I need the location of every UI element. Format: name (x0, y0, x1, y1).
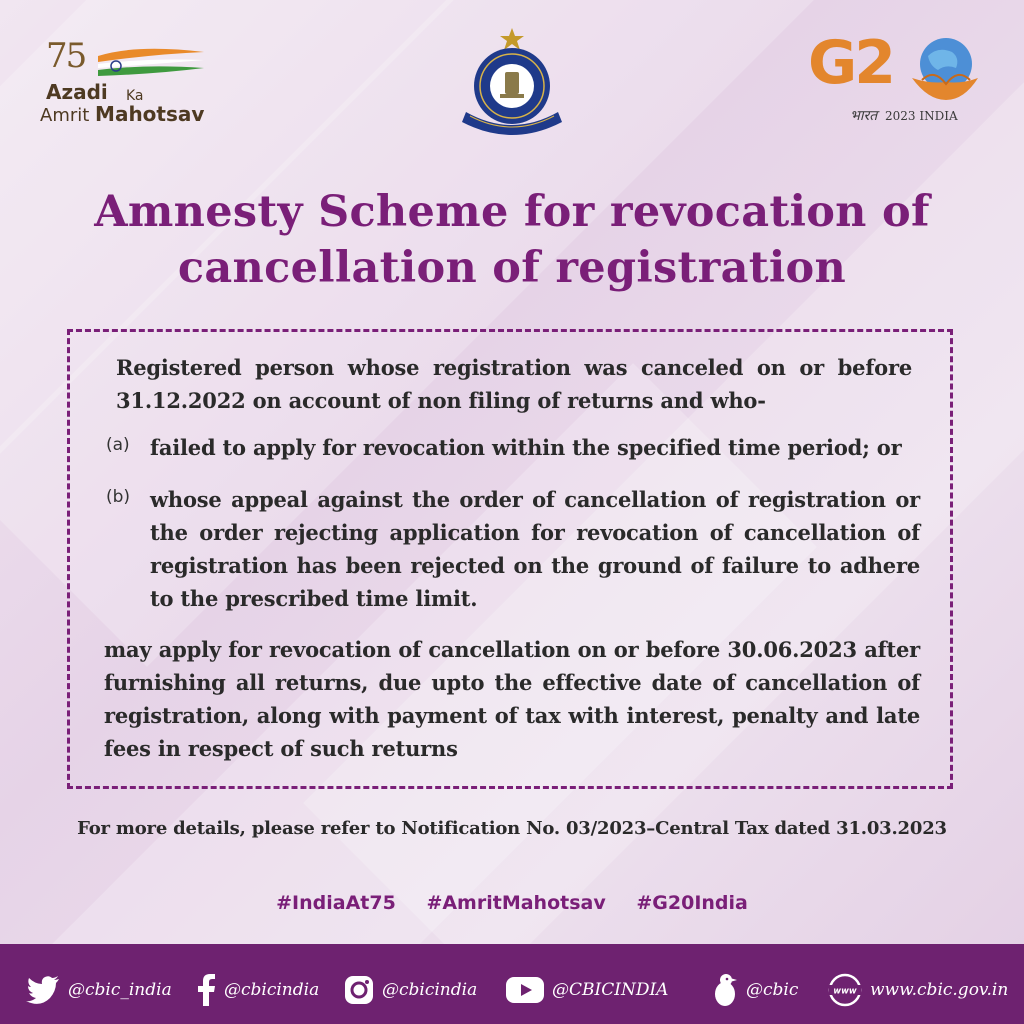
hashtags (0, 892, 1024, 914)
item-b-text: whose appeal against the order of cancellation of registration or the order rejecting application for revocation of cancellation of registration has been rejected on the ground of failure to adhere to the prescribed time limit. (150, 487, 920, 611)
mahotsav-text: Mahotsav (95, 102, 205, 126)
social-website[interactable] (828, 972, 1008, 1008)
facebook-icon (196, 974, 216, 1006)
item-a-text: failed to apply for revocation within the specified time period; or (150, 435, 902, 460)
year-india-text: 2023 INDIA (885, 109, 958, 123)
item-b-label: (b) (106, 487, 131, 507)
koo-icon (712, 972, 738, 1008)
koo-handle: @cbic (746, 980, 799, 1000)
twitter-handle: @cbic_india (68, 980, 172, 1000)
social-bar (0, 944, 1024, 1024)
instagram-icon (344, 975, 374, 1005)
social-instagram[interactable] (344, 972, 477, 1008)
instagram-handle: @cbicindia (382, 980, 478, 1000)
cbic-emblem-icon (458, 28, 566, 140)
amrit-text: Amrit (40, 105, 90, 126)
hashtag-india-at-75[interactable]: #IndiaAt75 (276, 892, 396, 914)
www-icon (828, 973, 862, 1007)
youtube-handle: @CBICINDIA (552, 980, 669, 1000)
g20-wordmark: G2 (808, 28, 893, 98)
page-title: Amnesty Scheme for revocation of cancellation of registration (94, 187, 930, 293)
azadi-75-number: 75 (46, 36, 86, 76)
amrit-mahotsav-text (40, 102, 204, 126)
svg-text:www: www (833, 986, 857, 997)
notice-intro: Registered person whose registration was canceled on or before 31.12.2022 on account of non filing of returns and who- (116, 355, 912, 413)
g20-logo (806, 28, 986, 130)
ka-text: Ka (126, 88, 144, 104)
notification-reference: For more details, please refer to Notification No. 03/2023–Central Tax dated 31.03.2023 (77, 818, 947, 839)
lotus-globe-icon (908, 34, 978, 104)
social-koo[interactable] (712, 972, 798, 1008)
notice-closing: may apply for revocation of cancellation on or before 30.06.2023 after furnishing all returns, due upto the effective date of cancellation of registration, along with payment of tax with interest, penalty and late fees in respect of such returns (104, 637, 920, 761)
g20-subtitle (850, 106, 958, 125)
social-facebook[interactable] (196, 972, 319, 1008)
azadi-text: Azadi (46, 80, 108, 104)
social-youtube[interactable] (506, 972, 668, 1008)
tricolor-flag-icon (96, 48, 206, 78)
hashtag-amrit-mahotsav[interactable]: #AmritMahotsav (426, 892, 606, 914)
hashtag-g20-india[interactable]: #G20India (636, 892, 748, 914)
website-url: www.cbic.gov.in (870, 980, 1009, 1000)
bharat-text: भारत (850, 108, 878, 124)
item-a-label: (a) (106, 435, 130, 455)
youtube-icon (506, 976, 544, 1004)
twitter-icon (26, 976, 60, 1004)
facebook-handle: @cbicindia (224, 980, 320, 1000)
azadi-ka-amrit-mahotsav-logo (38, 36, 218, 136)
social-twitter[interactable] (26, 972, 172, 1008)
